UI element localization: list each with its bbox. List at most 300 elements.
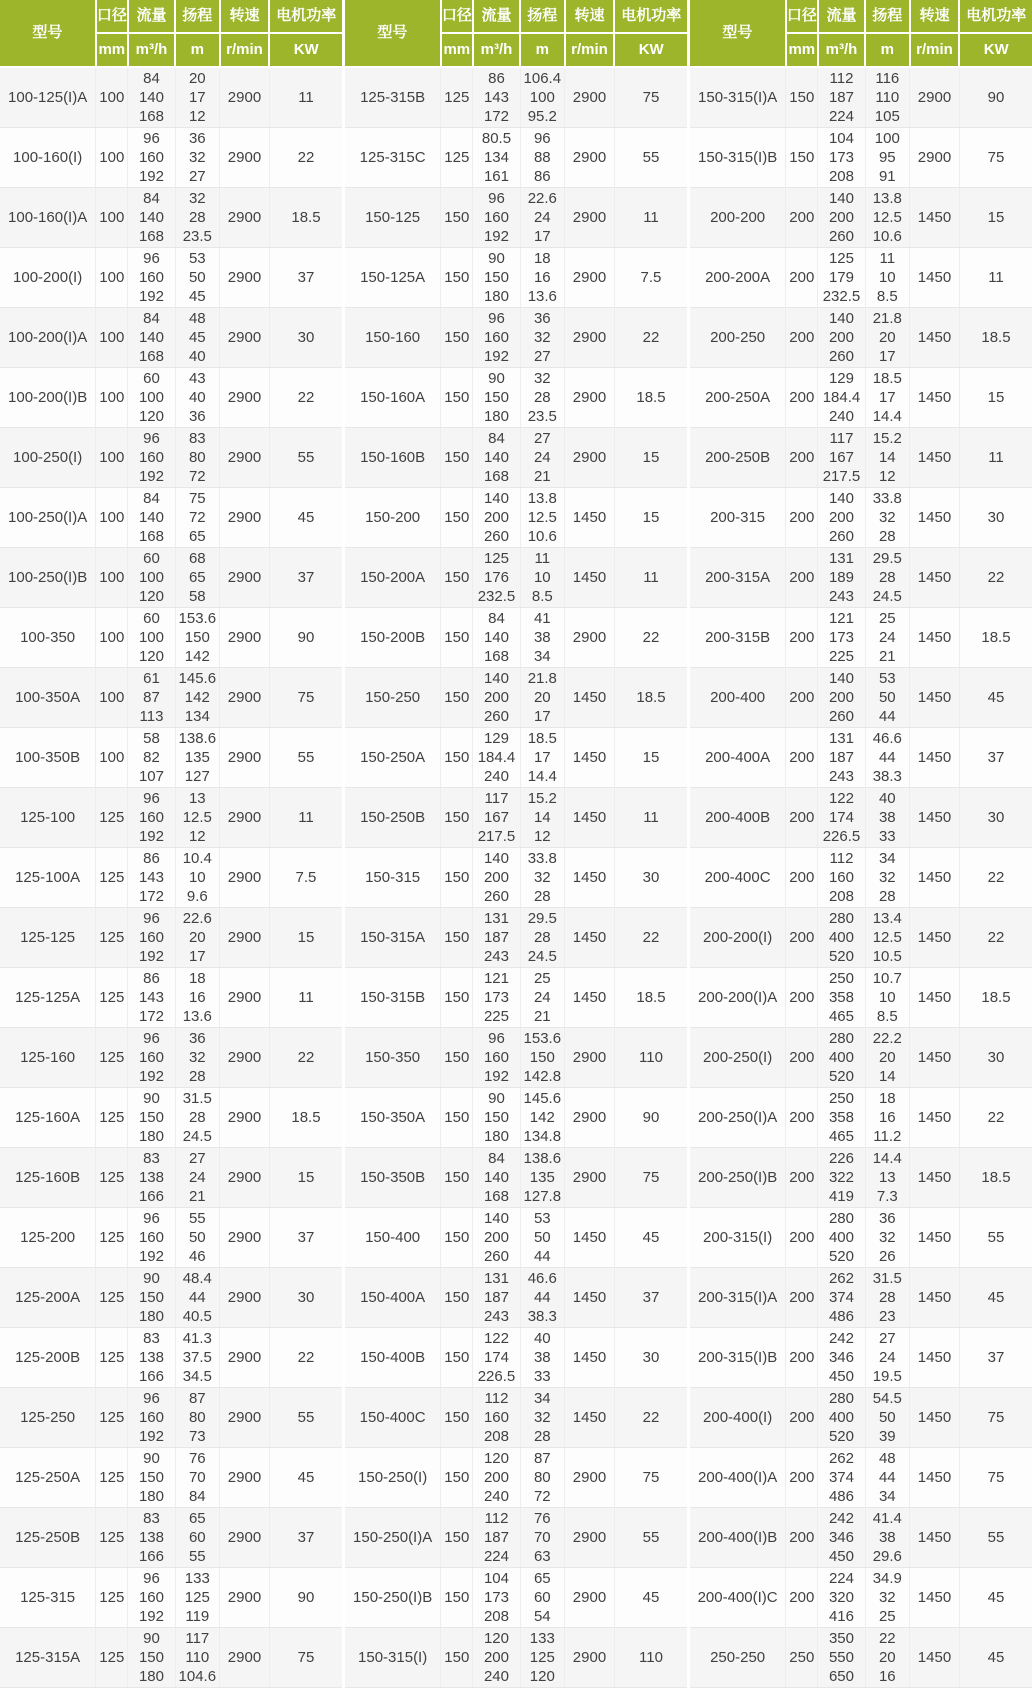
- model-cell: 200-315: [690, 488, 786, 548]
- speed-cell: 1450: [565, 1388, 615, 1448]
- flow-cell: 140 200 260: [818, 488, 865, 548]
- head-cell: 153.6 150 142.8: [520, 1028, 564, 1088]
- model-cell: 150-250(I)A: [345, 1508, 441, 1568]
- speed-cell: 1450: [910, 548, 960, 608]
- flow-cell: 262 374 486: [818, 1448, 865, 1508]
- speed-cell: 1450: [910, 1268, 960, 1328]
- diameter-cell: 200: [786, 1088, 818, 1148]
- diameter-cell: 200: [786, 1388, 818, 1448]
- table-row: [0, 1148, 342, 1208]
- power-cell: 15: [269, 1148, 342, 1208]
- model-cell: 200-400C: [690, 848, 786, 908]
- power-cell: 37: [959, 1328, 1032, 1388]
- header-head: 扬程: [175, 0, 219, 33]
- power-cell: 15: [959, 188, 1032, 248]
- diameter-cell: 200: [786, 488, 818, 548]
- model-cell: 150-250B: [345, 788, 441, 848]
- flow-cell: 112 187 224: [818, 67, 865, 128]
- header-model: 型号: [0, 0, 96, 67]
- speed-cell: 2900: [220, 548, 270, 608]
- flow-cell: 250 358 465: [818, 1088, 865, 1148]
- flow-cell: 83 138 166: [128, 1328, 175, 1388]
- flow-cell: 131 187 243: [473, 908, 520, 968]
- head-cell: 34 32 28: [865, 848, 909, 908]
- table-row: [690, 188, 1032, 248]
- diameter-cell: 150: [786, 128, 818, 188]
- speed-cell: 1450: [910, 1628, 960, 1688]
- header-unit-head: m: [175, 33, 219, 67]
- power-cell: 30: [959, 488, 1032, 548]
- speed-cell: 2900: [220, 728, 270, 788]
- power-cell: 18.5: [614, 968, 687, 1028]
- power-cell: 90: [269, 1568, 342, 1628]
- model-cell: 150-200: [345, 488, 441, 548]
- head-cell: 48 44 34: [865, 1448, 909, 1508]
- diameter-cell: 200: [786, 368, 818, 428]
- model-cell: 100-250(I): [0, 428, 96, 488]
- flow-cell: 90 150 180: [473, 368, 520, 428]
- head-cell: 87 80 73: [175, 1388, 219, 1448]
- flow-cell: 129 184.4 240: [473, 728, 520, 788]
- flow-cell: 84 140 168: [473, 428, 520, 488]
- table-row: [345, 608, 687, 668]
- head-cell: 33.8 32 28: [520, 848, 564, 908]
- power-cell: 37: [269, 548, 342, 608]
- model-cell: 150-400A: [345, 1268, 441, 1328]
- model-cell: 125-160A: [0, 1088, 96, 1148]
- model-cell: 125-200A: [0, 1268, 96, 1328]
- table-row: [690, 248, 1032, 308]
- head-cell: 13.8 12.5 10.6: [520, 488, 564, 548]
- head-cell: 32 28 23.5: [520, 368, 564, 428]
- speed-cell: 2900: [220, 1208, 270, 1268]
- diameter-cell: 125: [96, 968, 128, 1028]
- flow-cell: 96 160 192: [128, 908, 175, 968]
- model-cell: 200-250: [690, 308, 786, 368]
- head-cell: 33.8 32 28: [865, 488, 909, 548]
- diameter-cell: 200: [786, 728, 818, 788]
- table-row: [345, 548, 687, 608]
- head-cell: 31.5 28 23: [865, 1268, 909, 1328]
- model-cell: 100-350A: [0, 668, 96, 728]
- speed-cell: 1450: [910, 428, 960, 488]
- power-cell: 11: [614, 548, 687, 608]
- power-cell: 55: [614, 1508, 687, 1568]
- table-row: [345, 668, 687, 728]
- diameter-cell: 100: [96, 248, 128, 308]
- speed-cell: 2900: [565, 1088, 615, 1148]
- flow-cell: 224 320 416: [818, 1568, 865, 1628]
- head-cell: 65 60 55: [175, 1508, 219, 1568]
- flow-cell: 96 160 192: [473, 188, 520, 248]
- speed-cell: 1450: [910, 1148, 960, 1208]
- table-row: [0, 1088, 342, 1148]
- power-cell: 45: [959, 1268, 1032, 1328]
- speed-cell: 2900: [220, 428, 270, 488]
- diameter-cell: 150: [441, 488, 473, 548]
- head-cell: 68 65 58: [175, 548, 219, 608]
- head-cell: 10.7 10 8.5: [865, 968, 909, 1028]
- head-cell: 100 95 91: [865, 128, 909, 188]
- speed-cell: 1450: [910, 908, 960, 968]
- model-cell: 200-200: [690, 188, 786, 248]
- diameter-cell: 125: [96, 1088, 128, 1148]
- table-row: [0, 1448, 342, 1508]
- head-cell: 34 32 28: [520, 1388, 564, 1448]
- flow-cell: 80.5 134 161: [473, 128, 520, 188]
- diameter-cell: 150: [441, 1328, 473, 1388]
- diameter-cell: 150: [441, 368, 473, 428]
- diameter-cell: 200: [786, 668, 818, 728]
- flow-cell: 280 400 520: [818, 1028, 865, 1088]
- model-cell: 100-200(I)B: [0, 368, 96, 428]
- speed-cell: 1450: [565, 908, 615, 968]
- speed-cell: 2900: [220, 248, 270, 308]
- speed-cell: 2900: [220, 308, 270, 368]
- diameter-cell: 200: [786, 1268, 818, 1328]
- flow-cell: 280 400 520: [818, 908, 865, 968]
- speed-cell: 2900: [220, 608, 270, 668]
- model-cell: 150-250: [345, 668, 441, 728]
- model-cell: 200-250B: [690, 428, 786, 488]
- head-cell: 22.6 20 17: [175, 908, 219, 968]
- flow-cell: 96 160 192: [128, 1208, 175, 1268]
- table-row: [345, 1148, 687, 1208]
- header-unit-head: m: [865, 33, 909, 67]
- diameter-cell: 125: [96, 1208, 128, 1268]
- table-row: [0, 248, 342, 308]
- header-head: 扬程: [520, 0, 564, 33]
- model-cell: 200-400(I)B: [690, 1508, 786, 1568]
- model-cell: 150-350B: [345, 1148, 441, 1208]
- head-cell: 36 32 27: [520, 308, 564, 368]
- spec-table-3: [690, 0, 1032, 1688]
- model-cell: 100-160(I)A: [0, 188, 96, 248]
- table-header: [345, 0, 687, 67]
- power-cell: 22: [614, 908, 687, 968]
- diameter-cell: 150: [441, 428, 473, 488]
- speed-cell: 2900: [565, 1448, 615, 1508]
- flow-cell: 122 174 226.5: [818, 788, 865, 848]
- head-cell: 54.5 50 39: [865, 1388, 909, 1448]
- head-cell: 15.2 14 12: [520, 788, 564, 848]
- header-unit-diameter: mm: [786, 33, 818, 67]
- speed-cell: 1450: [910, 188, 960, 248]
- table-row: [345, 1088, 687, 1148]
- model-cell: 200-250A: [690, 368, 786, 428]
- flow-cell: 90 150 180: [473, 248, 520, 308]
- table-row: [345, 848, 687, 908]
- model-cell: 125-125A: [0, 968, 96, 1028]
- flow-cell: 84 140 168: [128, 308, 175, 368]
- header-power: 电机功率: [959, 0, 1032, 33]
- head-cell: 25 24 21: [520, 968, 564, 1028]
- header-unit-power: KW: [614, 33, 687, 67]
- model-cell: 100-160(I): [0, 128, 96, 188]
- head-cell: 65 60 54: [520, 1568, 564, 1628]
- head-cell: 41.3 37.5 34.5: [175, 1328, 219, 1388]
- diameter-cell: 150: [441, 1148, 473, 1208]
- head-cell: 55 50 46: [175, 1208, 219, 1268]
- power-cell: 75: [959, 128, 1032, 188]
- model-cell: 200-315B: [690, 608, 786, 668]
- power-cell: 22: [614, 1388, 687, 1448]
- table-row: [345, 1208, 687, 1268]
- flow-cell: 83 138 166: [128, 1508, 175, 1568]
- diameter-cell: 100: [96, 608, 128, 668]
- head-cell: 76 70 84: [175, 1448, 219, 1508]
- power-cell: 11: [269, 968, 342, 1028]
- flow-cell: 61 87 113: [128, 668, 175, 728]
- table-row: [0, 488, 342, 548]
- head-cell: 36 32 27: [175, 128, 219, 188]
- table-header: [690, 0, 1032, 67]
- head-cell: 22.6 24 17: [520, 188, 564, 248]
- flow-cell: 58 82 107: [128, 728, 175, 788]
- model-cell: 125-315A: [0, 1628, 96, 1688]
- table-row: [0, 908, 342, 968]
- head-cell: 48.4 44 40.5: [175, 1268, 219, 1328]
- spec-table-1: [0, 0, 342, 1688]
- diameter-cell: 200: [786, 1148, 818, 1208]
- table-row: [0, 728, 342, 788]
- speed-cell: 2900: [565, 67, 615, 128]
- power-cell: 15: [959, 368, 1032, 428]
- flow-cell: 280 400 520: [818, 1388, 865, 1448]
- diameter-cell: 100: [96, 728, 128, 788]
- flow-cell: 140 200 260: [473, 488, 520, 548]
- head-cell: 96 88 86: [520, 128, 564, 188]
- table-row: [690, 368, 1032, 428]
- table-row: [690, 668, 1032, 728]
- speed-cell: 2900: [220, 1148, 270, 1208]
- diameter-cell: 200: [786, 1208, 818, 1268]
- speed-cell: 2900: [565, 308, 615, 368]
- table-row: [345, 788, 687, 848]
- model-cell: 100-350: [0, 608, 96, 668]
- table-row: [690, 1148, 1032, 1208]
- speed-cell: 2900: [220, 368, 270, 428]
- flow-cell: 121 173 225: [818, 608, 865, 668]
- flow-cell: 350 550 650: [818, 1628, 865, 1688]
- speed-cell: 2900: [565, 368, 615, 428]
- speed-cell: 1450: [910, 248, 960, 308]
- diameter-cell: 125: [441, 128, 473, 188]
- head-cell: 20 17 12: [175, 67, 219, 128]
- table-row: [345, 908, 687, 968]
- power-cell: 75: [959, 1448, 1032, 1508]
- model-cell: 200-200A: [690, 248, 786, 308]
- table-row: [345, 488, 687, 548]
- speed-cell: 1450: [565, 668, 615, 728]
- table-row: [0, 668, 342, 728]
- power-cell: 75: [614, 1448, 687, 1508]
- model-cell: 125-315C: [345, 128, 441, 188]
- power-cell: 55: [269, 428, 342, 488]
- diameter-cell: 125: [96, 1628, 128, 1688]
- head-cell: 48 45 40: [175, 308, 219, 368]
- head-cell: 27 24 21: [175, 1148, 219, 1208]
- model-cell: 150-350A: [345, 1088, 441, 1148]
- flow-cell: 96 160 192: [128, 1388, 175, 1448]
- table-row: [0, 308, 342, 368]
- model-cell: 150-250A: [345, 728, 441, 788]
- header-unit-speed: r/min: [565, 33, 615, 67]
- power-cell: 11: [614, 188, 687, 248]
- power-cell: 45: [269, 488, 342, 548]
- model-cell: 125-250B: [0, 1508, 96, 1568]
- table-row: [345, 968, 687, 1028]
- speed-cell: 2900: [220, 1628, 270, 1688]
- head-cell: 18 16 11.2: [865, 1088, 909, 1148]
- diameter-cell: 125: [96, 1148, 128, 1208]
- head-cell: 29.5 28 24.5: [865, 548, 909, 608]
- diameter-cell: 150: [441, 248, 473, 308]
- power-cell: 11: [614, 788, 687, 848]
- head-cell: 87 80 72: [520, 1448, 564, 1508]
- model-cell: 125-200B: [0, 1328, 96, 1388]
- table-row: [345, 1568, 687, 1628]
- speed-cell: 1450: [910, 368, 960, 428]
- head-cell: 34.9 32 25: [865, 1568, 909, 1628]
- table-row: [0, 368, 342, 428]
- table-row: [345, 308, 687, 368]
- speed-cell: 2900: [565, 1568, 615, 1628]
- flow-cell: 280 400 520: [818, 1208, 865, 1268]
- head-cell: 21.8 20 17: [865, 308, 909, 368]
- diameter-cell: 150: [441, 968, 473, 1028]
- speed-cell: 1450: [565, 1328, 615, 1388]
- power-cell: 22: [614, 308, 687, 368]
- table-row: [690, 1208, 1032, 1268]
- table-row: [690, 548, 1032, 608]
- model-cell: 200-315A: [690, 548, 786, 608]
- table-row: [690, 908, 1032, 968]
- header-head: 扬程: [865, 0, 909, 33]
- speed-cell: 2900: [565, 248, 615, 308]
- speed-cell: 2900: [565, 188, 615, 248]
- speed-cell: 2900: [220, 1268, 270, 1328]
- model-cell: 125-250: [0, 1388, 96, 1448]
- flow-cell: 112 160 208: [818, 848, 865, 908]
- power-cell: 11: [959, 428, 1032, 488]
- header-unit-flow: m³/h: [128, 33, 175, 67]
- diameter-cell: 150: [441, 188, 473, 248]
- diameter-cell: 150: [441, 1088, 473, 1148]
- speed-cell: 1450: [910, 968, 960, 1028]
- flow-cell: 131 189 243: [818, 548, 865, 608]
- head-cell: 75 72 65: [175, 488, 219, 548]
- head-cell: 22.2 20 14: [865, 1028, 909, 1088]
- flow-cell: 96 160 192: [473, 1028, 520, 1088]
- flow-cell: 96 160 192: [128, 788, 175, 848]
- diameter-cell: 125: [96, 1028, 128, 1088]
- head-cell: 41.4 38 29.6: [865, 1508, 909, 1568]
- model-cell: 200-250(I)A: [690, 1088, 786, 1148]
- table-row: [0, 1268, 342, 1328]
- power-cell: 15: [614, 428, 687, 488]
- flow-cell: 96 160 192: [128, 1568, 175, 1628]
- spec-table-2: [345, 0, 687, 1688]
- power-cell: 37: [614, 1268, 687, 1328]
- model-cell: 125-100A: [0, 848, 96, 908]
- model-cell: 200-315(I): [690, 1208, 786, 1268]
- head-cell: 106.4 100 95.2: [520, 67, 564, 128]
- speed-cell: 2900: [220, 1388, 270, 1448]
- flow-cell: 140 200 260: [818, 308, 865, 368]
- flow-cell: 129 184.4 240: [818, 368, 865, 428]
- flow-cell: 60 100 120: [128, 368, 175, 428]
- flow-cell: 117 167 217.5: [473, 788, 520, 848]
- diameter-cell: 125: [96, 788, 128, 848]
- table-row: [690, 788, 1032, 848]
- table-row: [690, 1028, 1032, 1088]
- speed-cell: 2900: [220, 908, 270, 968]
- header-unit-head: m: [520, 33, 564, 67]
- speed-cell: 2900: [565, 608, 615, 668]
- header-diameter: 口径: [96, 0, 128, 33]
- power-cell: 7.5: [269, 848, 342, 908]
- table-row: [690, 128, 1032, 188]
- power-cell: 30: [269, 308, 342, 368]
- table-row: [0, 1568, 342, 1628]
- diameter-cell: 125: [96, 1508, 128, 1568]
- diameter-cell: 200: [786, 968, 818, 1028]
- power-cell: 22: [269, 1328, 342, 1388]
- header-speed: 转速: [220, 0, 270, 33]
- table-row: [690, 428, 1032, 488]
- diameter-cell: 100: [96, 548, 128, 608]
- flow-cell: 140 200 260: [473, 1208, 520, 1268]
- speed-cell: 1450: [565, 968, 615, 1028]
- power-cell: 15: [614, 728, 687, 788]
- speed-cell: 2900: [220, 788, 270, 848]
- model-cell: 150-160: [345, 308, 441, 368]
- table-row: [0, 1628, 342, 1688]
- power-cell: 45: [959, 1628, 1032, 1688]
- head-cell: 117 110 104.6: [175, 1628, 219, 1688]
- diameter-cell: 200: [786, 908, 818, 968]
- table-header: [0, 0, 342, 67]
- flow-cell: 96 160 192: [128, 1028, 175, 1088]
- speed-cell: 2900: [220, 128, 270, 188]
- head-cell: 76 70 63: [520, 1508, 564, 1568]
- header-flow: 流量: [818, 0, 865, 33]
- power-cell: 30: [959, 788, 1032, 848]
- diameter-cell: 150: [441, 1448, 473, 1508]
- head-cell: 138.6 135 127: [175, 728, 219, 788]
- flow-cell: 250 358 465: [818, 968, 865, 1028]
- flow-cell: 125 179 232.5: [818, 248, 865, 308]
- header-flow: 流量: [128, 0, 175, 33]
- power-cell: 45: [614, 1568, 687, 1628]
- speed-cell: 1450: [910, 728, 960, 788]
- table-row: [690, 1328, 1032, 1388]
- speed-cell: 2900: [565, 1148, 615, 1208]
- speed-cell: 2900: [220, 848, 270, 908]
- table-row: [690, 848, 1032, 908]
- table-row: [690, 1568, 1032, 1628]
- flow-cell: 140 200 260: [818, 188, 865, 248]
- table-row: [345, 1328, 687, 1388]
- model-cell: 150-315(I)A: [690, 67, 786, 128]
- power-cell: 90: [269, 608, 342, 668]
- diameter-cell: 200: [786, 1448, 818, 1508]
- model-cell: 100-125(I)A: [0, 67, 96, 128]
- head-cell: 14.4 13 7.3: [865, 1148, 909, 1208]
- power-cell: 18.5: [959, 608, 1032, 668]
- table-row: [0, 1388, 342, 1448]
